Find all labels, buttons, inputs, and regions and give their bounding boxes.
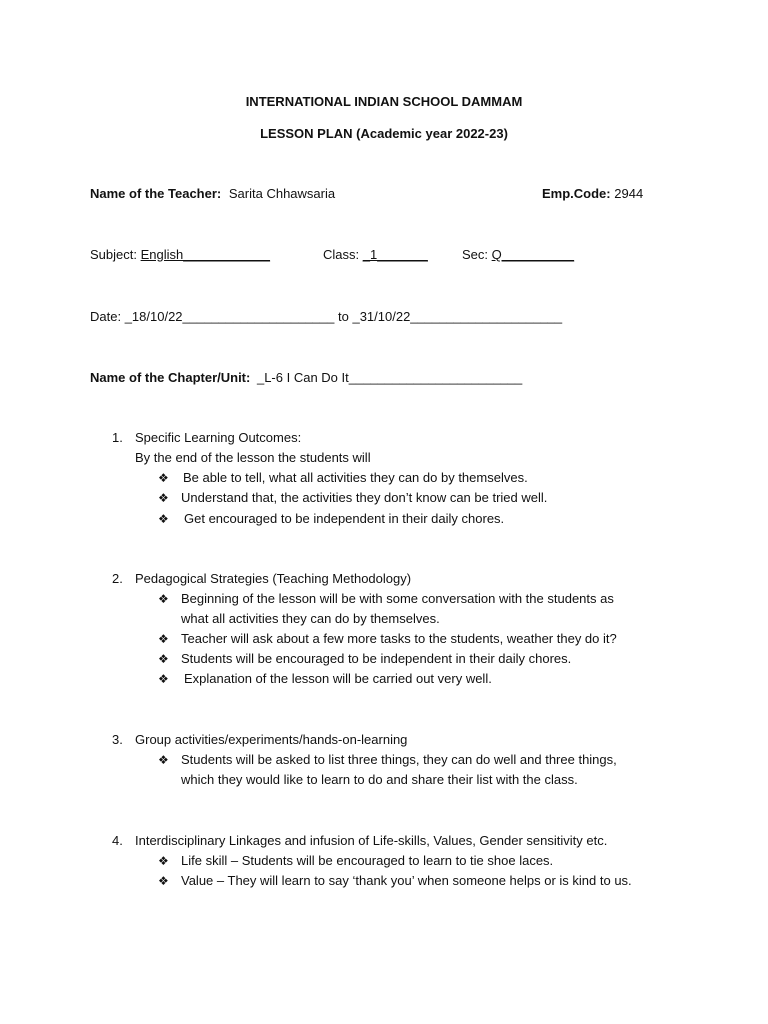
class-row <box>323 245 428 265</box>
list-item: Value – They will learn to say ‘thank you’ when someone helps or is kind to us. <box>181 873 632 888</box>
subject-label: Subject: <box>90 247 137 262</box>
list-item: Beginning of the lesson will be with some conversation with the students as <box>181 591 614 606</box>
plan-title: LESSON PLAN (Academic year 2022-23) <box>260 126 508 141</box>
teacher-label: Name of the Teacher: <box>90 186 222 201</box>
section-number: 4. <box>112 833 123 848</box>
teacher-name: Sarita Chhawsaria <box>228 186 336 201</box>
class-label: Class: <box>323 247 360 262</box>
teacher-row <box>90 184 335 204</box>
section-number: 3. <box>112 732 123 747</box>
diamond-bullet-icon: ❖ <box>158 491 169 505</box>
section-heading: Interdisciplinary Linkages and infusion of Life-skills, Values, Gender sensitivity etc. <box>135 833 608 848</box>
list-item: Teacher will ask about a few more tasks to the students, weather they do it? <box>181 631 617 646</box>
date-to-word: to <box>338 309 349 324</box>
sec-value: Q__________ <box>491 247 575 262</box>
list-item-continuation: which they would like to learn to do and share their list with the class. <box>181 772 578 787</box>
list-item: Get encouraged to be independent in their daily chores. <box>184 511 505 526</box>
school-name: INTERNATIONAL INDIAN SCHOOL DAMMAM <box>245 94 523 109</box>
section-intro: By the end of the lesson the students will <box>135 450 371 465</box>
date-from: _18/10/22_____________________ <box>124 309 335 324</box>
diamond-bullet-icon: ❖ <box>158 632 169 646</box>
list-item: Understand that, the activities they don’t know can be tried well. <box>181 490 548 505</box>
class-value: _1_______ <box>362 247 428 262</box>
chapter-value: _L-6 I Can Do It________________________ <box>256 370 523 385</box>
diamond-bullet-icon: ❖ <box>158 753 169 767</box>
section-heading: Group activities/experiments/hands-on-learning <box>135 732 408 747</box>
diamond-bullet-icon: ❖ <box>158 652 169 666</box>
diamond-bullet-icon: ❖ <box>158 672 169 686</box>
diamond-bullet-icon: ❖ <box>158 471 169 485</box>
emp-code-label: Emp.Code: <box>542 186 611 201</box>
date-row <box>90 307 562 327</box>
section-heading: Pedagogical Strategies (Teaching Methodology) <box>135 571 412 586</box>
chapter-label: Name of the Chapter/Unit: <box>90 370 251 385</box>
chapter-row <box>90 368 522 388</box>
emp-code-row <box>542 184 643 204</box>
diamond-bullet-icon: ❖ <box>158 874 169 888</box>
date-to: _31/10/22_____________________ <box>352 309 563 324</box>
list-item: Be able to tell, what all activities they can do by themselves. <box>183 470 528 485</box>
list-item: Students will be asked to list three things, they can do well and three things, <box>181 752 617 767</box>
list-item: Life skill – Students will be encouraged to learn to tie shoe laces. <box>181 853 554 868</box>
list-item: Explanation of the lesson will be carried out very well. <box>184 671 492 686</box>
section-heading: Specific Learning Outcomes: <box>135 430 302 445</box>
emp-code-value: 2944 <box>614 186 644 201</box>
sec-label: Sec: <box>462 247 489 262</box>
diamond-bullet-icon: ❖ <box>158 592 169 606</box>
subject-row <box>90 245 270 265</box>
section-number: 1. <box>112 430 123 445</box>
subject-value: English____________ <box>140 247 271 262</box>
date-label: Date: <box>90 309 122 324</box>
list-item: Students will be encouraged to be independent in their daily chores. <box>181 651 572 666</box>
sec-row <box>462 245 574 265</box>
diamond-bullet-icon: ❖ <box>158 854 169 868</box>
section-number: 2. <box>112 571 123 586</box>
diamond-bullet-icon: ❖ <box>158 512 169 526</box>
list-item-continuation: what all activities they can do by themselves. <box>181 611 440 626</box>
